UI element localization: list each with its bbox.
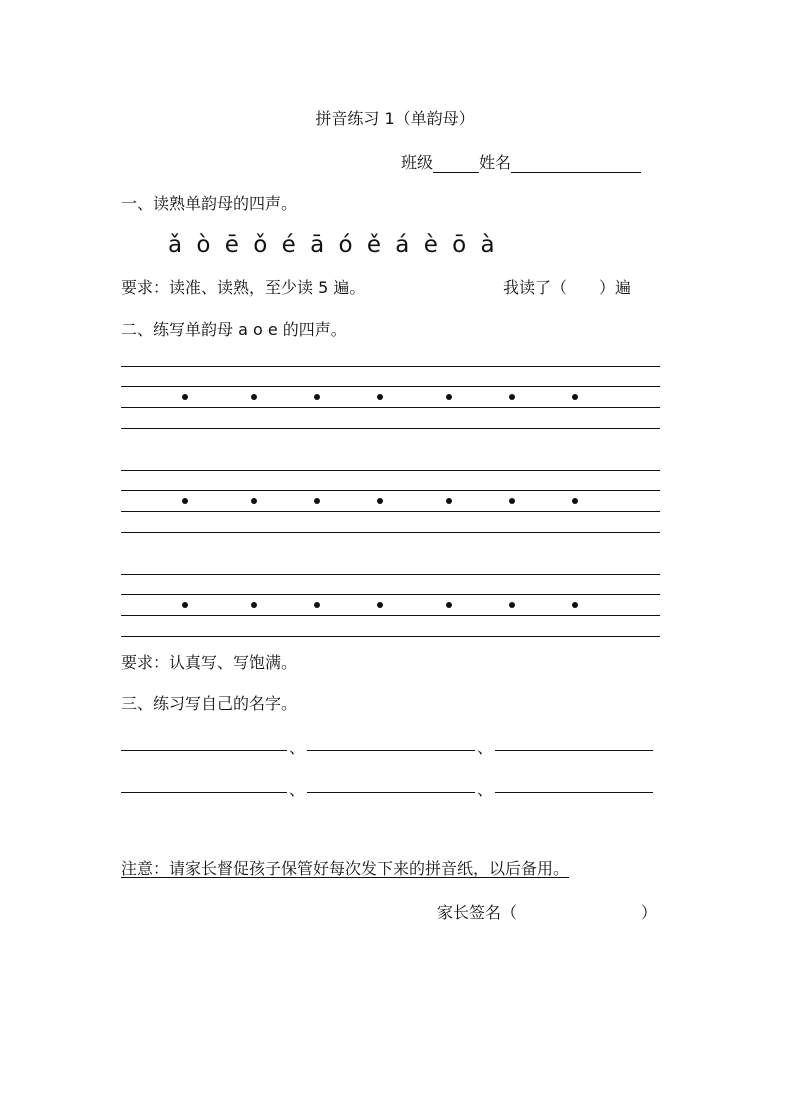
grid-line: [121, 574, 660, 575]
parent-signature-close: ）: [641, 903, 658, 922]
grid-dot: [446, 394, 452, 400]
name-blank[interactable]: [511, 155, 641, 173]
grid-dot: [572, 498, 578, 504]
grid-line: [121, 615, 660, 616]
pinyin-letter: ē: [224, 232, 239, 258]
grid-line: [121, 428, 660, 429]
grid-dot: [251, 602, 257, 608]
grid-dot: [314, 394, 320, 400]
grid-dot: [182, 602, 188, 608]
grid-dot: [509, 394, 515, 400]
pinyin-letter: ǒ: [253, 232, 268, 258]
name-label: 姓名: [479, 153, 512, 172]
grid-dot: [251, 498, 257, 504]
separator-mark: 、: [289, 780, 306, 799]
pinyin-letter: ō: [452, 232, 467, 258]
name-write-line[interactable]: [307, 792, 475, 793]
parent-note: 注意：请家长督促孩子保管好每次发下来的拼音纸，以后备用。: [121, 859, 570, 878]
grid-dot: [446, 498, 452, 504]
section2-heading: 二、练写单韵母 a o e 的四声。: [121, 320, 347, 339]
grid-dot: [572, 394, 578, 400]
class-name-header: [401, 150, 641, 173]
pinyin-letter: ě: [366, 232, 381, 258]
pinyin-letter: à: [480, 232, 495, 258]
parent-signature-label: 家长签名（: [437, 903, 518, 922]
pinyin-letter-row: [168, 232, 509, 258]
grid-dot: [182, 498, 188, 504]
separator-mark: 、: [477, 780, 494, 799]
grid-dot: [377, 394, 383, 400]
grid-dot: [377, 602, 383, 608]
section3-heading: 三、练习写自己的名字。: [121, 694, 298, 713]
name-write-line[interactable]: [495, 750, 653, 751]
grid-dot: [314, 498, 320, 504]
grid-line: [121, 636, 660, 637]
pinyin-letter: ā: [310, 232, 325, 258]
pinyin-letter: ǎ: [168, 232, 183, 258]
name-write-line[interactable]: [121, 792, 287, 793]
separator-mark: 、: [477, 738, 494, 757]
grid-dot: [446, 602, 452, 608]
grid-line: [121, 594, 660, 595]
grid-line: [121, 511, 660, 512]
grid-line: [121, 407, 660, 408]
class-label: 班级: [401, 153, 434, 172]
grid-dot: [509, 602, 515, 608]
pinyin-letter: ò: [196, 232, 211, 258]
section1-requirement: 要求：读准、读熟，至少读 5 遍。: [121, 278, 366, 297]
class-blank[interactable]: [433, 155, 479, 173]
parent-signature-field[interactable]: [528, 898, 636, 920]
grid-line: [121, 366, 660, 367]
grid-dot: [182, 394, 188, 400]
pinyin-letter: è: [423, 232, 438, 258]
read-count-label: 我读了（ ）遍: [503, 278, 632, 297]
grid-dot: [314, 602, 320, 608]
grid-dot: [377, 498, 383, 504]
grid-line: [121, 532, 660, 533]
pinyin-letter: ó: [338, 232, 353, 258]
grid-line: [121, 386, 660, 387]
page-title: 拼音练习 1（单韵母）: [315, 109, 475, 128]
section1-heading: 一、读熟单韵母的四声。: [121, 194, 298, 213]
grid-dot: [509, 498, 515, 504]
name-write-line[interactable]: [121, 750, 287, 751]
separator-mark: 、: [289, 738, 306, 757]
grid-dot: [572, 602, 578, 608]
section2-requirement: 要求：认真写、写饱满。: [121, 653, 298, 672]
grid-line: [121, 490, 660, 491]
name-write-line[interactable]: [307, 750, 475, 751]
grid-line: [121, 470, 660, 471]
name-write-line[interactable]: [495, 792, 653, 793]
pinyin-letter: é: [281, 232, 296, 258]
grid-dot: [251, 394, 257, 400]
pinyin-letter: á: [395, 232, 410, 258]
